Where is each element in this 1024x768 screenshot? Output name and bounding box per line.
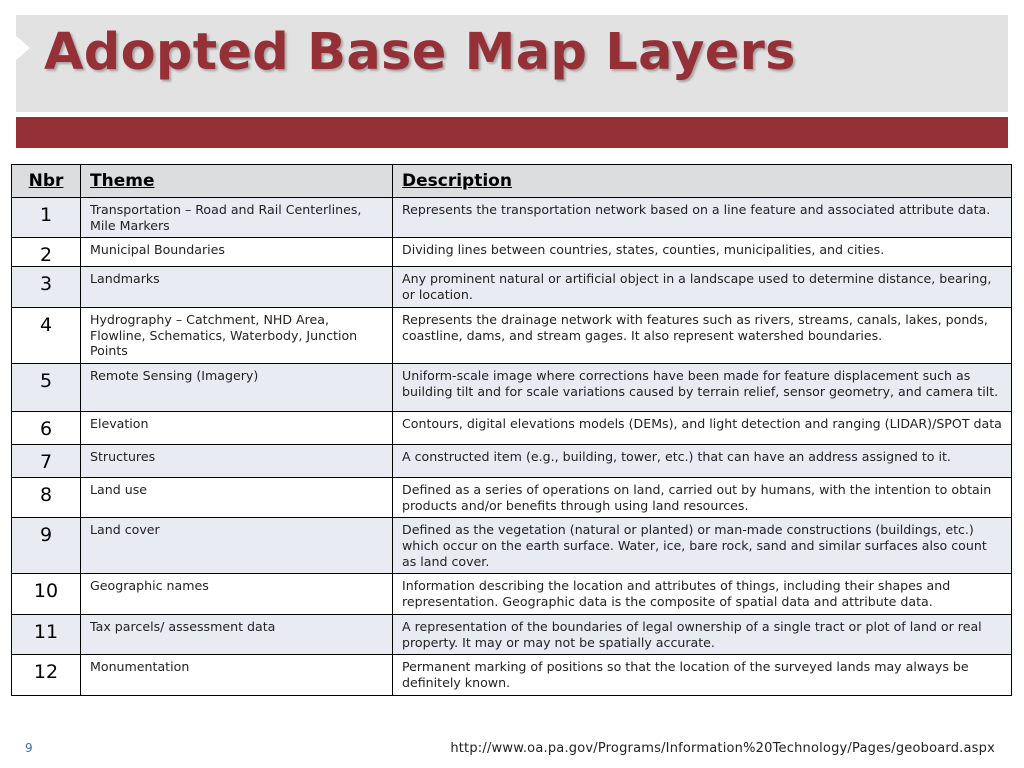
table-row	[12, 655, 1012, 695]
title-notch-decoration	[16, 36, 30, 60]
row-nbr: 8	[12, 477, 81, 517]
row-theme: Elevation	[81, 411, 393, 444]
header-theme: Theme	[81, 165, 393, 198]
row-theme: Geographic names	[81, 574, 393, 614]
row-nbr: 2	[12, 238, 81, 267]
table-row	[12, 518, 1012, 574]
table-row	[12, 363, 1012, 411]
row-theme: Land cover	[81, 518, 393, 574]
row-description: Dividing lines between countries, states, counties, municipalities, and cities.	[393, 238, 1012, 267]
base-map-layers-table	[11, 164, 1012, 696]
row-description: Defined as a series of operations on land, carried out by humans, with the intention to obtain products and/or benefits through using land resources.	[393, 477, 1012, 517]
table-row	[12, 444, 1012, 477]
accent-bar	[16, 117, 1008, 148]
table-row	[12, 614, 1012, 654]
row-nbr: 11	[12, 614, 81, 654]
table-row	[12, 238, 1012, 267]
table-row	[12, 307, 1012, 363]
row-description: Represents the drainage network with features such as rivers, streams, canals, lakes, ponds, coastline, dams, and stream gages. It also represent watershed boundaries.	[393, 307, 1012, 363]
row-nbr: 12	[12, 655, 81, 695]
table-row	[12, 574, 1012, 614]
table-header-row	[12, 165, 1012, 198]
row-theme: Landmarks	[81, 267, 393, 307]
row-description: Represents the transportation network based on a line feature and associated attribute data.	[393, 198, 1012, 238]
row-theme: Municipal Boundaries	[81, 238, 393, 267]
row-nbr: 9	[12, 518, 81, 574]
row-nbr: 3	[12, 267, 81, 307]
table-row	[12, 411, 1012, 444]
row-nbr: 7	[12, 444, 81, 477]
row-nbr: 4	[12, 307, 81, 363]
row-theme: Tax parcels/ assessment data	[81, 614, 393, 654]
table-row	[12, 267, 1012, 307]
row-description: Contours, digital elevations models (DEMs), and light detection and ranging (LIDAR)/SPOT data	[393, 411, 1012, 444]
page-number: 9	[25, 741, 33, 755]
header-nbr: Nbr	[12, 165, 81, 198]
row-nbr: 1	[12, 198, 81, 238]
row-description: Any prominent natural or artificial object in a landscape used to determine distance, bearing, or location.	[393, 267, 1012, 307]
table-row	[12, 198, 1012, 238]
table-row	[12, 477, 1012, 517]
row-description: Permanent marking of positions so that the location of the surveyed lands may always be definitely known.	[393, 655, 1012, 695]
row-nbr: 10	[12, 574, 81, 614]
row-theme: Land use	[81, 477, 393, 517]
row-nbr: 6	[12, 411, 81, 444]
base-map-layers-table-wrapper	[11, 164, 1012, 696]
row-description: A constructed item (e.g., building, tower, etc.) that can have an address assigned to it.	[393, 444, 1012, 477]
row-theme: Hydrography – Catchment, NHD Area, Flowline, Schematics, Waterbody, Junction Points	[81, 307, 393, 363]
row-theme: Transportation – Road and Rail Centerlines, Mile Markers	[81, 198, 393, 238]
row-theme: Structures	[81, 444, 393, 477]
row-theme: Monumentation	[81, 655, 393, 695]
row-nbr: 5	[12, 363, 81, 411]
row-theme: Remote Sensing (Imagery)	[81, 363, 393, 411]
slide-title: Adopted Base Map Layers	[44, 23, 796, 82]
header-description: Description	[393, 165, 1012, 198]
row-description: A representation of the boundaries of legal ownership of a single tract or plot of land or real property. It may or may not be spatially accurate.	[393, 614, 1012, 654]
source-url-link[interactable]: http://www.oa.pa.gov/Programs/Information%20Technology/Pages/geoboard.aspx	[450, 741, 995, 756]
row-description: Defined as the vegetation (natural or planted) or man-made constructions (buildings, etc.) which occur on the earth surface. Water, ice, bare rock, sand and similar surfaces also count as land cover.	[393, 518, 1012, 574]
row-description: Information describing the location and attributes of things, including their shapes and representation. Geographic data is the composite of spatial data and attribute data.	[393, 574, 1012, 614]
row-description: Uniform-scale image where corrections have been made for feature displacement such as building tilt and for scale variations caused by terrain relief, sensor geometry, and camera tilt.	[393, 363, 1012, 411]
